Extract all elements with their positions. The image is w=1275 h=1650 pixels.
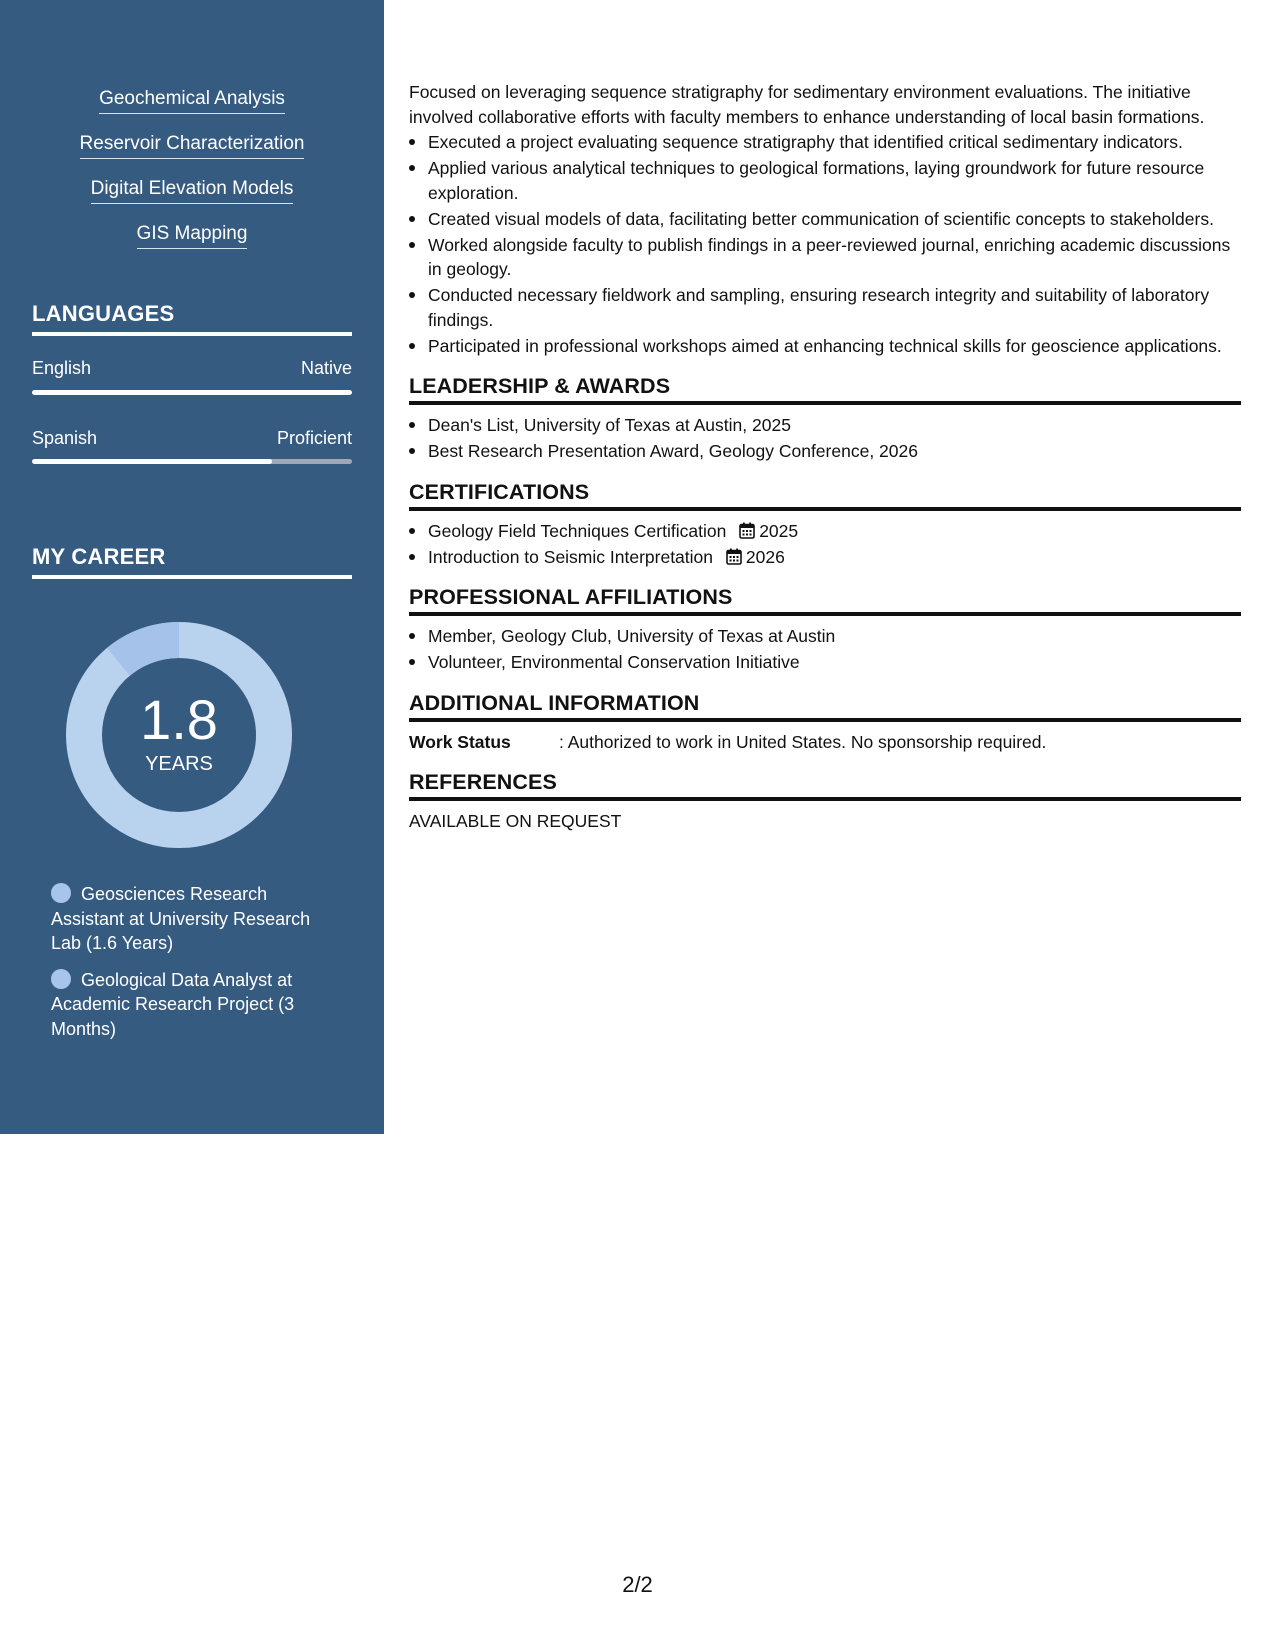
leadership-heading: LEADERSHIP & AWARDS bbox=[409, 374, 1241, 405]
list-item: Applied various analytical techniques to geological formations, laying groundwork for future resource exploration. bbox=[409, 156, 1241, 205]
skill-item: Digital Elevation Models bbox=[91, 176, 294, 204]
certification-item bbox=[409, 519, 1241, 544]
list-item: Conducted necessary fieldwork and sampling, ensuring research integrity and suitability of laboratory findings. bbox=[409, 283, 1241, 332]
career-legend-item bbox=[51, 968, 341, 1042]
project-description: Focused on leveraging sequence stratigraphy for sedimentary environment evaluations. The initiative involved collaborative efforts with faculty members to enhance understanding of local basin formations. bbox=[409, 82, 1205, 127]
list-item: Best Research Presentation Award, Geology Conference, 2026 bbox=[409, 439, 1241, 464]
skills-list bbox=[0, 86, 384, 266]
career-legend-item bbox=[51, 882, 341, 956]
language-bar-fill bbox=[32, 390, 352, 395]
language-row-spanish bbox=[32, 428, 352, 449]
certification-year: 2025 bbox=[759, 520, 799, 541]
list-item: Worked alongside faculty to publish findings in a peer-reviewed journal, enriching academic discussions in geology. bbox=[409, 233, 1241, 282]
language-bar-fill bbox=[32, 459, 272, 464]
certification-name: Geology Field Techniques Certification bbox=[428, 520, 727, 541]
main-content bbox=[409, 80, 1241, 833]
list-item: Member, Geology Club, University of Texas at Austin bbox=[409, 624, 1241, 649]
affiliations-list bbox=[409, 624, 1241, 675]
work-status-row bbox=[409, 730, 1241, 754]
certification-date bbox=[726, 545, 785, 570]
certification-item bbox=[409, 545, 1241, 570]
list-item: Dean's List, University of Texas at Austin, 2025 bbox=[409, 413, 1241, 438]
language-name: Spanish bbox=[32, 428, 98, 448]
language-level: Proficient bbox=[276, 428, 352, 448]
certification-year: 2026 bbox=[745, 546, 785, 567]
legend-dot-icon bbox=[51, 969, 71, 989]
list-item: Executed a project evaluating sequence stratigraphy that identified critical sedimentary indicators. bbox=[409, 130, 1241, 155]
career-heading: MY CAREER bbox=[32, 544, 352, 579]
career-years-value: 1.8 bbox=[140, 688, 218, 751]
list-item: Created visual models of data, facilitating better communication of scientific concepts to stakeholders. bbox=[409, 207, 1241, 232]
certifications-list bbox=[409, 519, 1241, 570]
certification-name: Introduction to Seismic Interpretation bbox=[428, 546, 714, 567]
language-row-english bbox=[32, 358, 352, 379]
language-bar-english bbox=[32, 390, 352, 395]
language-name: English bbox=[32, 358, 92, 378]
list-item: Participated in professional workshops aimed at enhancing technical skills for geoscience applications. bbox=[409, 334, 1241, 359]
career-years-unit: YEARS bbox=[145, 753, 213, 775]
skill-item: Geochemical Analysis bbox=[99, 86, 285, 114]
affiliations-heading: PROFESSIONAL AFFILIATIONS bbox=[409, 585, 1241, 616]
legend-dot-icon bbox=[51, 883, 71, 903]
career-legend bbox=[51, 882, 341, 1053]
career-legend-text: Geosciences Research Assistant at University Research Lab (1.6 Years) bbox=[51, 884, 311, 953]
work-status-label: Work Status bbox=[409, 731, 511, 752]
skill-item: GIS Mapping bbox=[137, 221, 248, 249]
career-donut-chart bbox=[66, 622, 292, 848]
references-text: AVAILABLE ON REQUEST bbox=[409, 810, 622, 831]
references-heading: REFERENCES bbox=[409, 770, 1241, 801]
sidebar bbox=[0, 0, 384, 1134]
work-status-value: : Authorized to work in United States. No sponsorship required. bbox=[559, 731, 1047, 752]
list-item: Volunteer, Environmental Conservation Initiative bbox=[409, 650, 1241, 675]
leadership-list bbox=[409, 413, 1241, 464]
additional-info-heading: ADDITIONAL INFORMATION bbox=[409, 691, 1241, 722]
language-level: Native bbox=[300, 358, 352, 378]
certifications-heading: CERTIFICATIONS bbox=[409, 480, 1241, 511]
calendar-icon bbox=[726, 548, 742, 565]
certification-date bbox=[739, 519, 798, 544]
page-number: 2/2 bbox=[622, 1572, 653, 1597]
career-legend-text: Geological Data Analyst at Academic Research Project (3 Months) bbox=[51, 969, 295, 1039]
calendar-icon bbox=[739, 522, 755, 539]
skill-item: Reservoir Characterization bbox=[80, 131, 305, 159]
project-bullets bbox=[409, 130, 1241, 358]
donut-center bbox=[66, 622, 292, 848]
language-bar-spanish bbox=[32, 459, 352, 464]
languages-heading: LANGUAGES bbox=[32, 301, 352, 336]
